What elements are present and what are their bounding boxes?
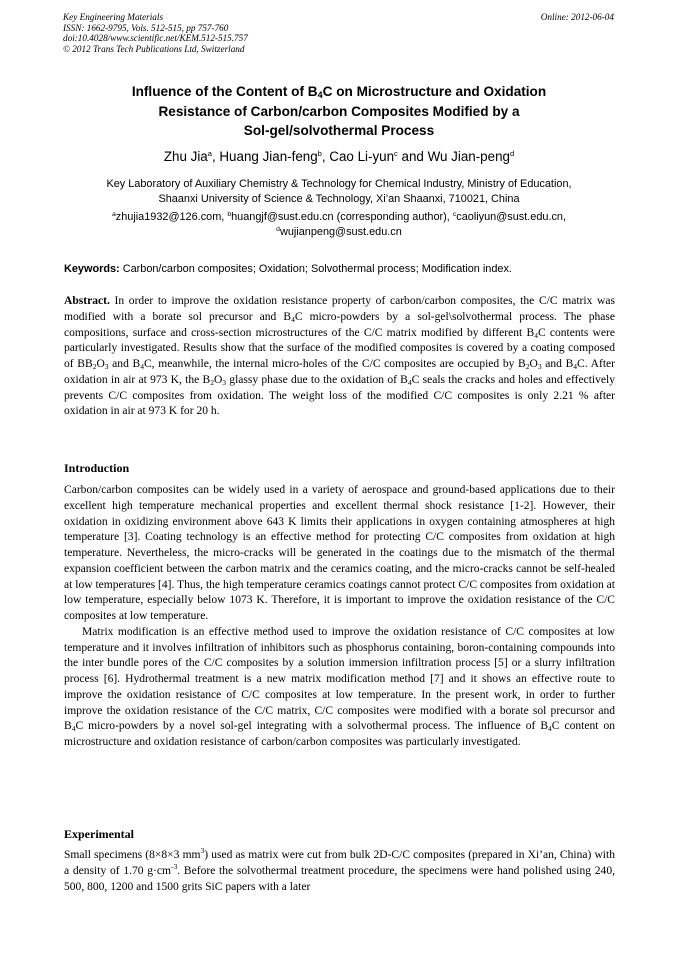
- introduction-heading: Introduction: [64, 461, 130, 475]
- author: Cao Li-yun: [329, 149, 395, 164]
- introduction-body: [64, 483, 615, 751]
- introduction-paragraph: Carbon/carbon composites can be widely used in a variety of aerospace and ground-based applications due to their excellent high temperature mechanical properties and excellent thermal shock resistance [1-2]. However, their oxidation in oxidizing environment above 643 K limits their applications in oxygen containing atmospheres at high temperature [3]. Coating technology is an effective method for protecting C/C composites from oxidation at high temperature. Nevertheless, the micro-cracks will be generated in the coatings due to the mismatch of the thermal expansion coefficient between the carbon matrix and the ceramics coating, and the micro-cracks cannot be self-healed at low temperatures [4]. Thus, the high temperature ceramics coatings cannot protect C/C composites from oxidation at low temperature, especially below 1073 K. Therefore, it is important to improve the oxidation resistance of the C/C composites at low temperature.: [64, 484, 615, 622]
- journal-name: Key Engineering Materials: [63, 12, 164, 22]
- experimental-body: Small specimens (8×8×3 $mm^3$) used as matrix were cut from bulk 2D-C/C composites (prepared in Xi’an, China) with a density of 1.70 $g\cdot cm^{-3}$. Before the solvothermal treatment procedure, the specimens were hand polished using 240, 500, 800, 1200 and 1500 grits SiC papers with a later: [64, 846, 615, 893]
- online-date: Online: 2012-06-04: [540, 12, 614, 22]
- paper-title: Influence of the Content of $B_4C$ on Microstructure and Oxidation Resistance of Carbon/carbon Composites Modified by a Sol-gel/solvothermal Process: [131, 84, 547, 138]
- author: Wu Jian-peng: [427, 149, 510, 164]
- affiliation: Key Laboratory of Auxiliary Chemistry & Technology for Chemical Industry, Ministry of Education, Shaanxi University of Science & Technology, Xi’an Shaanxi, 710021, China: [106, 178, 572, 205]
- copyright: © 2012 Trans Tech Publications Ltd, Switzerland: [63, 43, 245, 54]
- author-emails: $^a$zhujia1932@126.com, $^b$huangjf@sust.edu.cn (corresponding author), $^c$caoliyun@sust.edu.cn, $^d$wujianpeng@sust.edu.cn: [111, 211, 567, 238]
- issn: ISSN: 1662-9795, Vols. 512-515, pp 757-760: [63, 22, 229, 33]
- journal-header: [63, 12, 248, 54]
- keywords: Keywords: Carbon/carbon composites; Oxidation; Solvothermal process; Modification index.: [64, 263, 512, 275]
- introduction-paragraph: Matrix modification is an effective method used to improve the oxidation resistance of C/C composites at low temperature and it involves infiltration of inhibitors such as phosphorus containing, boron-containing compounds into the inter bundle pores of the C/C composites by a solution immersion infiltration process [5] or a slurry infiltration process [6]. Hydrothermal treatment is a new matrix modification method [7] and it shows an effective route to improve the oxidation resistance of C/C composites at low temperature. In the present work, in order to further improve the oxidation resistance of the C/C matrix, C/C composites were modified with a borate sol precursor and $B_4C$ micro-powders by a novel sol-gel integrating with a solvothermal process. The influence of $B_4C$ content on microstructure and oxidation resistance of carbon/carbon composites was particularly investigated.: [64, 625, 615, 748]
- author: Zhu Jia: [163, 149, 208, 164]
- author: Huang Jian-feng: [219, 149, 318, 164]
- doi: doi:10.4028/www.scientific.net/KEM.512-515.757: [63, 33, 248, 44]
- experimental-heading: Experimental: [64, 827, 134, 841]
- author-list: Zhu Jia$^a$, Huang Jian-feng$^b$, Cao Li-yun$^c$ and Wu Jian-peng$^d$: [163, 149, 515, 164]
- abstract: Abstract. In order to improve the oxidation resistance property of carbon/carbon composites, the C/C matrix was modified with a borate sol precursor and $B_4C$ micro-powders by a sol-gel\solvothermal process. The phase compositions, surface and cross-section microstructures of the C/C matrix modified by different $B_4C$ contents were particularly investigated. Results show that the surface of the modified composites is covered by a coating composed of $BB_2O_3$ and $B_4C$, meanwhile, the internal micro-holes of the C/C composites are occupied by $B_2O_3$ and $B_4C$. After oxidation in air at 973 K, the $B_2O_3$ glassy phase due to the oxidation of $B_4C$ seals the cracks and holes and effectively prevents C/C composites from oxidation. The weight loss of the modified C/C composites is only 2.21 % after oxidation in air at 973 K for 20 h.: [64, 295, 615, 418]
